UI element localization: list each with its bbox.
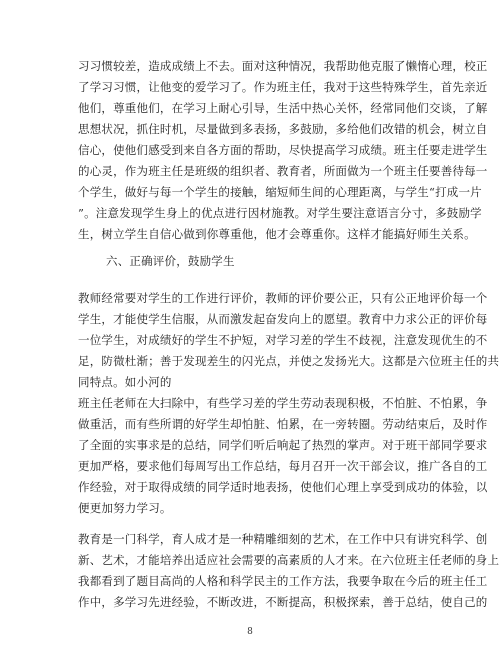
paragraph-line: 教师经常要对学生的工作进行评价，教师的评价要公正，只有公正地评价每一个 bbox=[78, 291, 488, 305]
paragraph-line: 习习惯较差，造成成绩上不去。面对这种情况，我帮助他克服了懒惰心理，校正 bbox=[78, 59, 488, 73]
paragraph-line: 更加严格，要求他们每周写出工作总结，每月召开一次干部会议，推广各自的工 bbox=[78, 459, 488, 473]
paragraph-line: 学生，才能使学生信服，从而激发起奋发向上的愿望。教育中力求公正的评价每 bbox=[78, 312, 488, 326]
paragraph-line: 了全面的实事求是的总结，同学们听后响起了热烈的掌声。对于班干部同学要求 bbox=[78, 438, 488, 452]
paragraph-line: 信心，使他们感受到来自各方面的帮助，尽快提高学习成绩。班主任要走进学生 bbox=[78, 143, 488, 157]
paragraph-line: 的心灵，作为班主任是班级的组织者、教育者，所面做为一个班主任要善待每一 bbox=[78, 164, 488, 178]
paragraph-line: 足，防微杜渐；善于发现差生的闪光点，并使之发扬光大。这都是六位班主任的共 bbox=[78, 354, 500, 368]
paragraph-line: 我都看到了题目高尚的人格和科学民主的工作方法，我要争取在今后的班主任工 bbox=[78, 574, 488, 588]
paragraph-line: 教育是一门科学，育人成才是一种精雕细刻的艺术，在工作中只有讲究科学、创 bbox=[78, 532, 488, 546]
paragraph-line: 便更加努力学习。 bbox=[78, 501, 172, 515]
paragraph-line: 了学习习惯，让他变的爱学习了。作为班主任，我对于这些特殊学生，首先亲近 bbox=[78, 80, 488, 94]
paragraph-line: 个学生，做好与每一个学生的接触，缩短师生间的心理距离，与学生“打成一片 bbox=[78, 185, 482, 199]
paragraph-line: 生，树立学生自信心做到你尊重他，他才会尊重你。这样才能搞好师生关系。 bbox=[78, 227, 476, 241]
paragraph-line: 作中，多学习先进经验，不断改进，不断提高，积极探索，善于总结，使自己的 bbox=[78, 595, 488, 609]
section-heading: 六、正确评价，鼓励学生 bbox=[106, 254, 235, 268]
paragraph-line: 做重活，而有些所谓的好学生却怕脏、怕累，在一旁转圈。劳动结束后，及时作 bbox=[78, 417, 488, 431]
paragraph-line: 班主任老师在大扫除中，有些学习差的学生劳动表现积极，不怕脏、不怕累，争 bbox=[78, 396, 488, 410]
paragraph-line: 作经验，对于取得成绩的同学适时地表扬，使他们心理上享受到成功的体验，以 bbox=[78, 480, 488, 494]
paragraph-line: ”。注意发现学生身上的优点进行因材施教。对学生要注意语言分寸，多鼓励学 bbox=[78, 206, 482, 220]
paragraph-line: 同特点。如小河的 bbox=[78, 375, 172, 389]
page-number: 8 bbox=[247, 627, 253, 637]
paragraph-line: 新、艺术，才能培养出适应社会需要的高素质的人才来。在六位班主任老师的身上 bbox=[78, 553, 500, 567]
paragraph-line: 他们，尊重他们，在学习上耐心引导，生活中热心关怀，经常同他们交谈，了解 bbox=[78, 101, 488, 115]
paragraph-line: 一位学生，对成绩好的学生不护短，对学习差的学生不歧视，注意发现优生的不 bbox=[78, 333, 488, 347]
paragraph-line: 思想状况，抓住时机，尽量做到多表扬，多鼓励，多给他们改错的机会，树立自 bbox=[78, 122, 488, 136]
